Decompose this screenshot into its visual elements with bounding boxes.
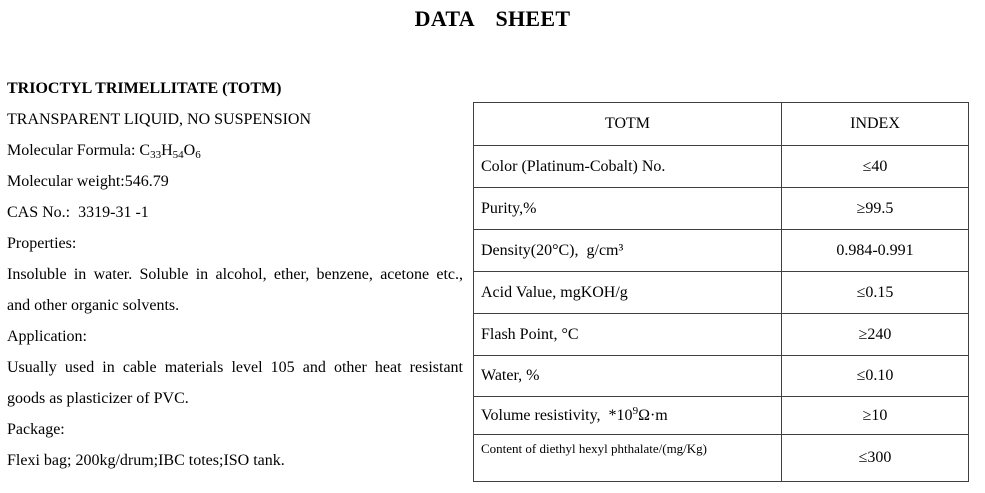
- spec-index-cell: 0.984-0.991: [782, 230, 969, 272]
- spec-index-cell: ≥240: [782, 314, 969, 356]
- formula-element: O: [183, 142, 196, 159]
- spec-row-density: [474, 230, 969, 272]
- spec-table: [473, 102, 969, 482]
- appearance-line: TRANSPARENT LIQUID, NO SUSPENSION: [7, 111, 312, 128]
- properties-text-line-2: and other organic solvents.: [7, 297, 180, 314]
- spec-header-row: [474, 103, 969, 146]
- spec-property-cell: Color (Platinum-Cobalt) No.: [474, 146, 782, 188]
- spec-row-purity: [474, 188, 969, 230]
- formula-prefix: Molecular Formula: C: [7, 142, 151, 159]
- spec-header-totm: TOTM: [474, 103, 782, 146]
- formula-subscript: 33: [150, 149, 162, 161]
- spec-property-cell: Content of diethyl hexyl phthalate/(mg/Kg): [474, 435, 782, 482]
- product-name-heading: TRIOCTYL TRIMELLITATE (TOTM): [7, 80, 282, 97]
- formula-subscript: 6: [195, 149, 201, 161]
- spec-property-cell: Flash Point, °C: [474, 314, 782, 356]
- product-info-panel: [7, 73, 463, 476]
- spec-property-cell: [474, 397, 782, 435]
- spec-row-flash-point: [474, 314, 969, 356]
- superscript: 9: [632, 404, 639, 417]
- spec-index-cell: ≤40: [782, 146, 969, 188]
- package-line: Flexi bag; 200kg/drum;IBC totes;ISO tank.: [7, 452, 285, 469]
- spec-index-cell: ≤0.15: [782, 272, 969, 314]
- spec-index-cell: ≥99.5: [782, 188, 969, 230]
- formula-subscript: 54: [172, 149, 184, 161]
- molecular-weight-line: Molecular weight:546.79: [7, 173, 169, 190]
- property-text: Ω·m: [638, 406, 668, 424]
- spec-row-volume-resistivity: [474, 397, 969, 435]
- properties-heading: Properties:: [7, 235, 77, 252]
- spec-index-cell: ≥10: [782, 397, 969, 435]
- document-title: DATA SHEET: [414, 6, 571, 31]
- spec-row-phthalate-content: [474, 435, 969, 482]
- spec-index-cell: ≤0.10: [782, 356, 969, 397]
- properties-text-line-1: Insoluble in water. Soluble in alcohol, ether, benzene, acetone etc.,: [7, 266, 463, 283]
- formula-element: H: [161, 142, 173, 159]
- spec-header-index: INDEX: [782, 103, 969, 146]
- application-heading: Application:: [7, 328, 87, 345]
- molecular-formula-line: [7, 135, 463, 166]
- package-heading: Package:: [7, 421, 65, 438]
- application-text-line-1: Usually used in cable materials level 105 and other heat resistant: [7, 359, 463, 376]
- spec-property-cell: Acid Value, mgKOH/g: [474, 272, 782, 314]
- spec-property-cell: Purity,%: [474, 188, 782, 230]
- application-text-line-2: goods as plasticizer of PVC.: [7, 390, 189, 407]
- spec-row-water: [474, 356, 969, 397]
- property-text: Volume resistivity, *10: [481, 406, 633, 424]
- spec-property-cell: Density(20°C), g/cm³: [474, 230, 782, 272]
- spec-index-cell: ≤300: [782, 435, 969, 482]
- spec-property-cell: Water, %: [474, 356, 782, 397]
- spec-row-acid-value: [474, 272, 969, 314]
- cas-number-line: CAS No.: 3319-31 -1: [7, 204, 149, 221]
- spec-row-color: [474, 146, 969, 188]
